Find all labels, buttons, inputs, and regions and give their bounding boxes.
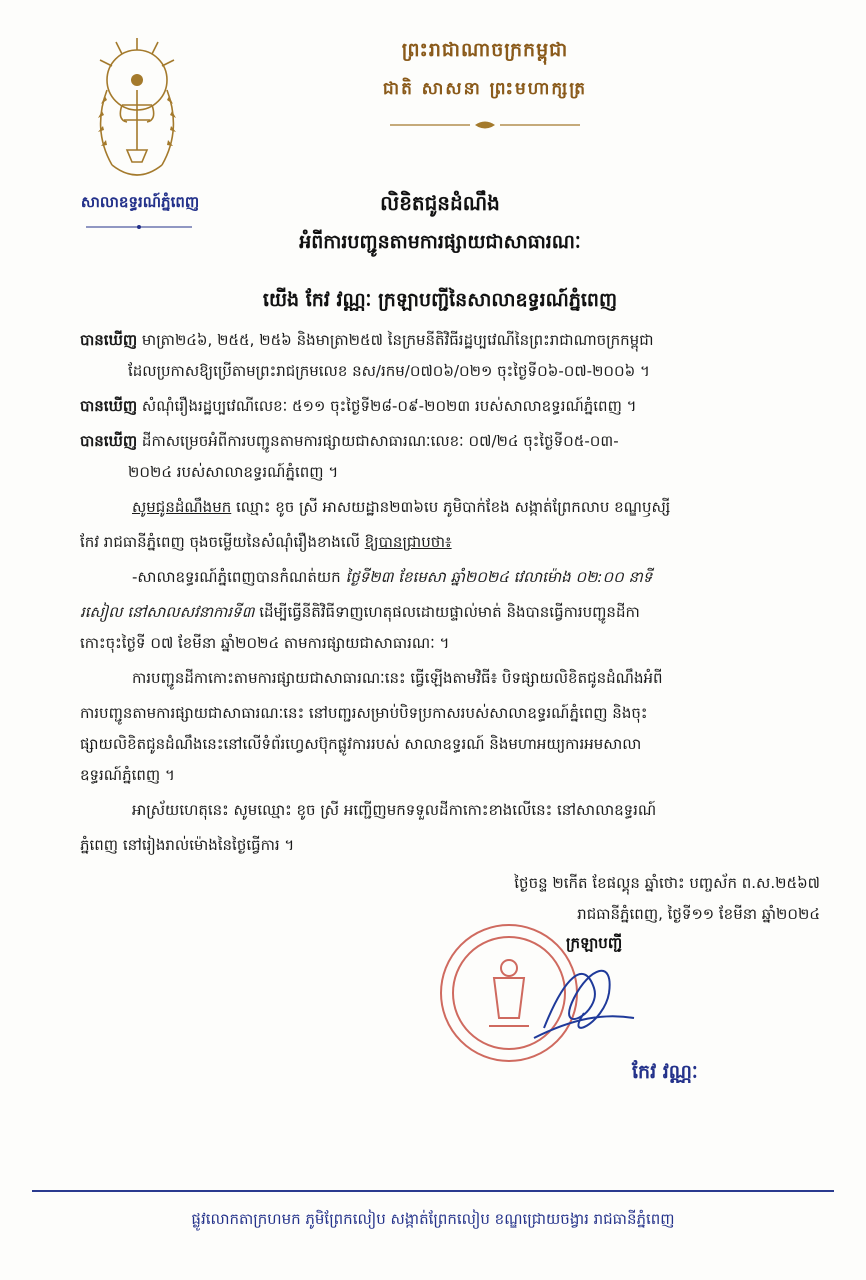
paragraph-decision-continued bbox=[80, 597, 810, 659]
notify-label: សូមជូនដំណឹងមក bbox=[132, 498, 232, 516]
issuer-line: យើង កែវ វណ្ណៈ ក្រឡាបញ្ជីនៃសាលាឧទ្ធរណ៍ភ្នំពេញ bbox=[262, 289, 618, 311]
paragraph-decision bbox=[80, 562, 810, 593]
transmit-text: ការបញ្ជូនដីកាកោះតាមការផ្សាយជាសាធារណៈនេះ ធ្វើឡើងតាមវិធី៖ បិទផ្សាយលិខិតជូនដំណឹងអំពី bbox=[132, 669, 663, 687]
transmit-text: ការបញ្ជូនតាមការផ្សាយជាសាធារណៈនេះ នៅបញ្ជរសម្រាប់បិទប្រកាសរបស់សាលាឧទ្ធរណ៍ភ្នំពេញ និងចុះ bbox=[80, 704, 648, 722]
document-title: លិខិតជូនដំណឹង bbox=[380, 191, 500, 215]
paragraph-seen-2 bbox=[80, 391, 810, 422]
ornament-divider bbox=[86, 222, 192, 232]
lunar-date: ថ្ងៃចន្ទ ២កើត ខែផល្គុន ឆ្នាំថោះ បញ្ចស័ក ព.ស.២៥៦៧ bbox=[514, 874, 820, 892]
paragraph-closing-continued bbox=[80, 830, 810, 861]
document-subtitle: អំពីការបញ្ជូនតាមការផ្សាយជាសាធារណៈ bbox=[299, 231, 581, 253]
decision-text: ដើម្បីធ្វើនីតិវិធីទាញហេតុផលដោយផ្ទាល់មាត់ និងបានធ្វើការបញ្ជូនដីកា bbox=[259, 603, 640, 621]
seen-text-continued: ដែលប្រកាសឱ្យប្រើតាមព្រះរាជក្រមលេខ នស/រកម/០៧០៦/០២១ ចុះថ្ងៃទី០៦-០៧-២០០៦ ។ bbox=[128, 362, 650, 380]
notify-emphasis: ឱ្យបានជ្រាបថា៖ bbox=[364, 533, 452, 551]
closing-text: អាស្រ័យហេតុនេះ សូមឈ្មោះ ខូច ស្រី អញ្ជើញមកទទួលដីកាកោះខាងលើនេះ នៅសាលាឧទ្ធរណ៍ bbox=[132, 801, 657, 819]
notify-text-continued: កែវ រាជធានីភ្នំពេញ ចុងចម្លើយនៃសំណុំរឿងខាងលើ bbox=[80, 533, 360, 551]
seen-label: បានឃើញ bbox=[80, 331, 138, 349]
court-emblem-icon bbox=[82, 30, 192, 190]
signer-name: កែវ វណ្ណៈ bbox=[632, 1061, 698, 1083]
hearing-date: ថ្ងៃទី២៣ ខែមេសា ឆ្នាំ២០២៤ វេលាម៉ោង ០២:០០ នាទី bbox=[345, 568, 653, 586]
notify-text: ឈ្មោះ ខូច ស្រី អាសយដ្ឋាន២៣៦បេ ភូមិបាក់ខែង សង្កាត់ព្រែកលាប ខណ្ឌឫស្សី bbox=[236, 498, 671, 516]
paragraph-notify-continued bbox=[80, 527, 810, 558]
signer-title: ក្រឡាបញ្ជី bbox=[566, 934, 623, 952]
paragraph-closing bbox=[80, 795, 810, 826]
footer-address: ផ្លូវលោកតាក្រហមក ភូមិព្រែកលៀប សង្កាត់ព្រែកលៀប ខណ្ឌជ្រោយចង្វារ រាជធានីភ្នំពេញ bbox=[191, 1210, 675, 1228]
paragraph-seen-1 bbox=[80, 325, 810, 387]
court-name: សាលាឧទ្ធរណ៍ភ្នំពេញ bbox=[80, 193, 200, 211]
seen-text: ដីកាសម្រេចអំពីការបញ្ជូនតាមការផ្សាយជាសាធារណៈលេខៈ ០៧/២៤ ចុះថ្ងៃទី០៥-០៣- bbox=[141, 432, 619, 450]
paragraph-seen-3 bbox=[80, 426, 810, 488]
seen-label: បានឃើញ bbox=[80, 432, 138, 450]
transmit-text: ឧទ្ធរណ៍ភ្នំពេញ ។ bbox=[80, 766, 175, 784]
hearing-place: រសៀល នៅសាលសវនាការទី៣ bbox=[80, 603, 255, 621]
closing-text: ភ្នំពេញ នៅរៀងរាល់ម៉ោងនៃថ្ងៃធ្វើការ ។ bbox=[80, 836, 295, 854]
footer-divider bbox=[32, 1190, 834, 1192]
paragraph-transmit-continued bbox=[80, 698, 810, 791]
seen-label: បានឃើញ bbox=[80, 397, 138, 415]
document-body bbox=[80, 325, 810, 865]
solar-date: រាជធានីភ្នំពេញ, ថ្ងៃទី១១ ខែមីនា ឆ្នាំ២០២៤ bbox=[577, 905, 820, 923]
ornament-divider bbox=[390, 118, 580, 132]
seen-text-continued: ២០២៤ របស់សាលាឧទ្ធរណ៍ភ្នំពេញ ។ bbox=[128, 463, 339, 481]
transmit-text: ផ្សាយលិខិតជូនដំណឹងនេះនៅលើទំព័រហ្វេសប៊ុកផ្លូវការរបស់ សាលាឧទ្ធរណ៍ និងមហាអយ្យការអមសាលា bbox=[80, 735, 642, 753]
paragraph-transmit bbox=[80, 663, 810, 694]
decision-text: -សាលាឧទ្ធរណ៍ភ្នំពេញបានកំណត់យក bbox=[132, 568, 341, 586]
national-motto: ជាតិ សាសនា ព្រះមហាក្សត្រ bbox=[382, 79, 588, 99]
seen-text: សំណុំរឿងរដ្ឋប្បវេណីលេខៈ ៥១១ ចុះថ្ងៃទី២៨-០៩-២០២៣ របស់សាលាឧទ្ធរណ៍ភ្នំពេញ ។ bbox=[141, 397, 637, 415]
kingdom-heading: ព្រះរាជាណាចក្រកម្ពុជា bbox=[401, 39, 569, 61]
decision-text-continued: កោះចុះថ្ងៃទី ០៧ ខែមីនា ឆ្នាំ២០២៤ តាមការផ្សាយជាសាធារណៈ ។ bbox=[80, 634, 450, 652]
paragraph-notify bbox=[80, 492, 810, 523]
seen-text: មាត្រា២៤៦, ២៥៥, ២៥៦ និងមាត្រា២៥៧ នៃក្រមនីតិវិធីរដ្ឋប្បវេណីនៃព្រះរាជាណាចក្រកម្ពុជា bbox=[141, 331, 654, 349]
